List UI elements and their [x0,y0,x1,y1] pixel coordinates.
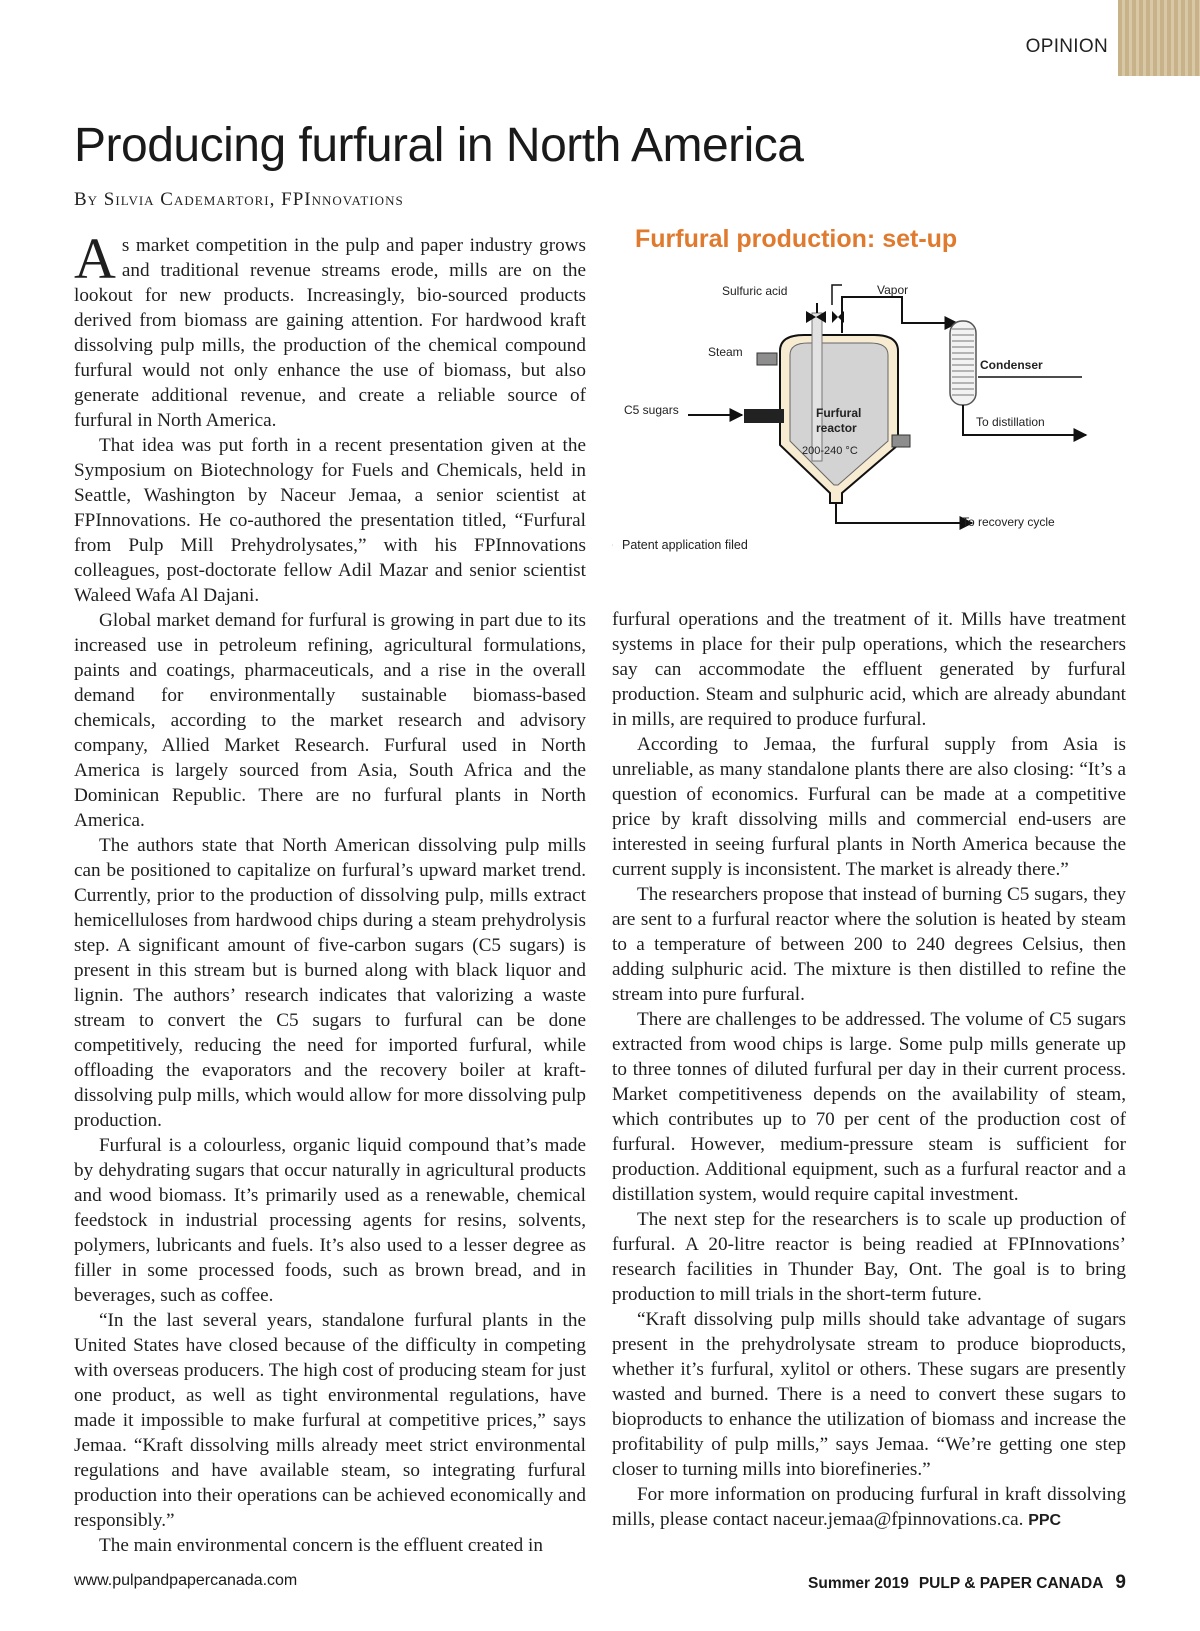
label-vapor: Vapor [877,283,909,297]
closing-paragraph [612,1482,1126,1533]
recovery-line [836,503,972,523]
reactor-outlet [892,435,910,447]
furfural-setup-figure [612,225,1132,580]
label-c5-sugars: C5 sugars [624,403,679,417]
label-condenser: Condenser [980,358,1043,372]
vapor-pipe-stub [832,285,842,305]
footer-publication: PULP & PAPER CANADA [918,1575,1104,1592]
lead-text: s market competition in the pulp and paper industry grows and traditional revenue streams erode, mills are on the lookout for new products. Increasingly, bio-sourced products derived from biomass are gaining attention. For hardwood kraft dissolving pulp mills, the production of the chemical compound furfural would not only enhance the use of biomass, but also generate additional revenue, and create a reliable source of furfural in North America. [74,235,586,431]
article-title: Producing furfural in North America [74,119,804,172]
paragraph: “Kraft dissolving pulp mills should take advantage of sugars present in the prehydrolysate stream to produce bioproducts, whether it’s furfural, xylitol or others. These sugars are presently wasted and burned. There is a need to convert these sugars to bioproducts to enhance the utilization of biomass and increase the profitability of pulp mills,” says Jemaa. “We’re getting one step closer to turning mills into biorefineries.” [612,1309,1126,1480]
condenser-column [950,321,976,405]
page-number: 9 [1115,1572,1126,1593]
label-to-recovery: To recovery cycle [962,515,1055,529]
footer-issue: Summer 2019 [808,1575,909,1592]
paragraph: Global market demand for furfural is growing in part due to its increased use in petroleum refining, agricultural formulations, paints and coatings, pharmaceuticals, and a rise in the overall demand for environmentally sustainable biomass-based chemicals, according to the market research and advisory company, Allied Market Research. Furfural used in North America is largely sourced from Asia, South Africa and the Dominican Republic. There are no furfural plants in North America. [74,610,586,831]
process-diagram [612,225,1132,580]
label-reactor-line1: Furfural [816,406,862,420]
lead-paragraph [74,226,586,433]
paragraph: “In the last several years, standalone furfural plants in the United States have closed because of the difficulty in competing with overseas producers. The high cost of producing steam for just one product, as well as tight environmental regulations, have made it impossible to make furfural at competitive prices,” says Jemaa. “Kraft dissolving mills already meet strict environmental regulations and have available steam, so integrating furfural production into their operations can be achieved economically and responsibly.” [74,1310,586,1531]
paragraph: The next step for the researchers is to scale up production of furfural. A 20-litre reactor is being readied at FPInnovations’ research facilities in Thunder Bay, Ont. The goal is to bring production to mill trials in the short-term future. [612,1209,1126,1305]
c5-inlet [744,409,784,423]
figure-title: Furfural production: set-up [635,225,958,253]
footer-url[interactable]: www.pulpandpapercanada.com [74,1572,298,1589]
steam-inlet [757,353,777,365]
paragraph: Furfural is a colourless, organic liquid compound that’s made by dehydrating sugars that occur naturally in agricultural products and wood biomass. It’s primarily used as a renewable, chemical feedstock in industrial processing agents for resins, solvents, polymers, lubricants and fuels. It’s also used to a lesser degree as filler in some processed foods, such as brown bread, and in beverages, such as coffee. [74,1135,586,1306]
paragraph: There are challenges to be addressed. The volume of C5 sugars extracted from wood chips is large. Some pulp mills generate up to three tonnes of diluted furfural per day in their current process. Market competitiveness depends on the availability of steam, which contributes up to 70 per cent of the production cost of furfural. However, medium-pressure steam is sufficient for production. Additional equipment, such as a furfural reactor and a distillation system, would require capital investment. [612,1009,1126,1205]
label-sulfuric-acid: Sulfuric acid [722,284,788,298]
paragraph: According to Jemaa, the furfural supply from Asia is unreliable, as many standalone plants there are also closing: “It’s a question of economics. Furfural can be made at a competitive price by kraft dissolving mills and commercial end-users are interested in seeing furfural plants in North America because the current supply is inconsistent. The market is already there.” [612,734,1126,880]
label-temperature: 200-240 °C [802,445,858,457]
byline: By Silvia Cademartori, FPInnovations [74,189,404,210]
paragraph: That idea was put forth in a recent presentation given at the Symposium on Biotechnology for Fuels and Chemicals, held in Seattle, Washington by Naceur Jemaa, a senior scientist at FPInnovations. He co-authored the presentation titled, “Furfural from Pulp Mill Prehydrolysates,” with his FPInnovations colleagues, post-doctorate fellow Adil Mazar and senior scientist Waleed Wafa Al Dajani. [74,435,586,606]
left-column [74,226,586,1558]
paragraph: The main environmental concern is the effluent created in [99,1535,543,1556]
label-reactor-line2: reactor [816,421,857,435]
label-to-distillation: To distillation [976,415,1045,429]
paragraph: The authors state that North American dissolving pulp mills can be positioned to capitalize on furfural’s upward market trend. Currently, prior to the production of dissolving pulp, mills extract hemicelluloses from hardwood chips during a steam prehydrolysis step. A significant amount of five-carbon sugars (C5 sugars) is present in this stream but is burned along with black liquor and lignin. The authors’ research indicates that valorizing a waste stream to convert the C5 sugars to furfural can be done competitively, reducing the need for imported furfural, while offloading the evaporators and the recovery boiler at kraft-dissolving pulp mills, which would allow for more dissolving pulp production. [74,835,586,1131]
closing-text: For more information on producing furfural in kraft dissolving mills, please contact naceur.jemaa@fpinnovations.ca. [612,1484,1126,1530]
paragraph: The researchers propose that instead of burning C5 sugars, they are sent to a furfural reactor where the solution is heated by steam to a temperature of between 200 to 240 degrees Celsius, then adding sulphuric acid. The mixture is then distilled to refine the stream into pure furfural. [612,884,1126,1005]
figure-note: Patent application filed [622,538,748,552]
right-column [612,607,1126,1533]
section-color-tab [1118,0,1200,76]
signoff: PPC [1028,1512,1062,1529]
drop-cap: A [74,226,116,291]
paragraph-continued: furfural operations and the treatment of it. Mills have treatment systems in place for their pulp operations, which the researchers say can accommodate the effluent generated by furfural production. Steam and sulphuric acid, which are already abundant in mills, are required to produce furfural. [612,609,1126,730]
section-label: OPINION [1025,36,1108,57]
footer-folio [808,1572,1126,1594]
vapor-line [842,297,957,333]
label-steam: Steam [708,345,743,359]
